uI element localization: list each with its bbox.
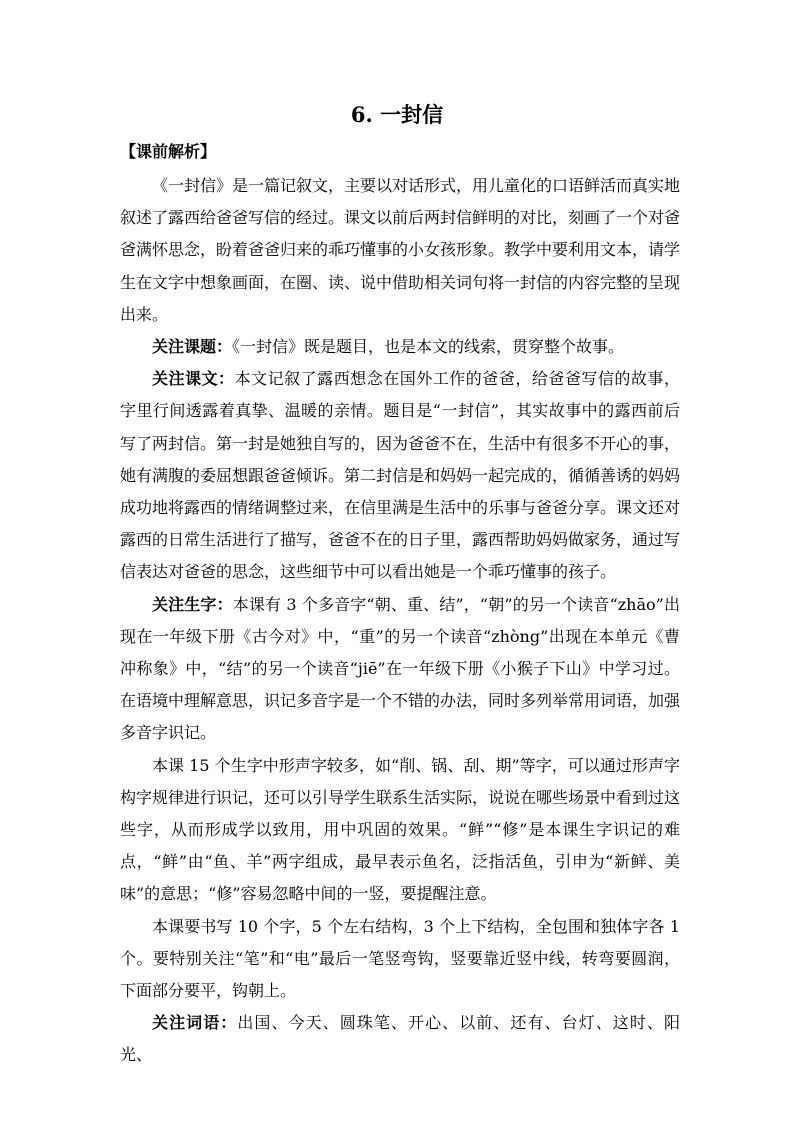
paragraph-text-focus (120, 363, 680, 588)
paragraph-text: 出国、今天、圆珠笔、开心、以前、还有、台灯、这时、阳光、 (120, 1013, 680, 1065)
paragraph-text: 本课有 3 个多音字“朝、重、结”，“朝”的另一个读音“zhāo”出现在一年级下册《古今对》中，“重”的另一个读音“zhòng”出现在本单元《曹冲称象》中，“结”的另一个读音“jiē”在一年级下册《小猴子下山》中学习过。在语境中理解意思，识记多音字是一个不错的办法，同时多列举常用词语，加强多音字识记。 (120, 594, 681, 743)
paragraph-text: 本课 15 个生字中形声字较多，如“削、锅、刮、期”等字，可以通过形声字构字规律进行识记，还可以引导学生联系生活实际，说说在哪些场景中看到过这些字，从而形成学以致用，用中巩固的效果。“鲜”“修”是本课生字识记的难点，“鲜”由“鱼、羊”两字组成，最早表示鱼名，泛指活鱼，引申为“新鲜、美味”的意思；“修”容易忽略中间的一竖，要提醒注意。 (120, 755, 681, 904)
paragraph-text: 《一封信》是一篇记叙文，主要以对话形式，用儿童化的口语鲜活而真实地叙述了露西给爸爸写信的经过。课文以前后两封信鲜明的对比，刻画了一个对爸爸满怀思念，盼着爸爸归来的乖巧懂事的小女孩形象。教学中要利用文本，请学生在文字中想象画面，在圈、读、说中借助相关词句将一封信的内容完整的呈现出来。 (120, 176, 681, 324)
paragraph-lead: 关注课题： (152, 337, 233, 357)
paragraph-new-characters (120, 750, 680, 911)
paragraph-text: 《一封信》既是题目，也是本文的线索，贯穿整个故事。 (232, 337, 625, 357)
paragraph-text: 本文记叙了露西想念在国外工作的爸爸，给爸爸写信的故事，字里行间透露着真挚、温暖的亲情。题目是“一封信”，其实故事中的露西前后写了两封信。第一封是她独自写的，因为爸爸不在，生活中有很多不开心的事，她有满腹的委屈想跟爸爸倾诉。第二封信是和妈妈一起完成的，循循善诱的妈妈成功地将露西的情绪调整过来，在信里满是生活中的乐事与爸爸分享。课文还对露西的日常生活进行了描写，爸爸不在的日子里，露西帮助妈妈做家务，通过写信表达对爸爸的思念，这些细节中可以看出她是一个乖巧懂事的孩子。 (120, 369, 681, 582)
paragraph-lead: 关注词语： (152, 1013, 238, 1033)
paragraph-writing (120, 911, 680, 1008)
page-title: 6. 一封信 (350, 102, 444, 127)
paragraph-characters (120, 589, 680, 750)
paragraph-topic (120, 331, 680, 363)
paragraph-text: 本课要书写 10 个字，5 个左右结构，3 个上下结构，全包围和独体字各 1 个。要特别关注“笔”和“电”最后一笔竖弯钩，竖要靠近竖中线，转弯要圆润， 下面部分要平，钩朝上。 (120, 916, 680, 1001)
paragraph-intro (120, 170, 680, 331)
body-text (120, 170, 680, 1072)
paragraph-lead: 关注课文： (152, 369, 235, 389)
paragraph-words (120, 1007, 680, 1071)
paragraph-lead: 关注生字： (152, 594, 233, 614)
section-heading: 【课前解析】 (120, 142, 217, 161)
